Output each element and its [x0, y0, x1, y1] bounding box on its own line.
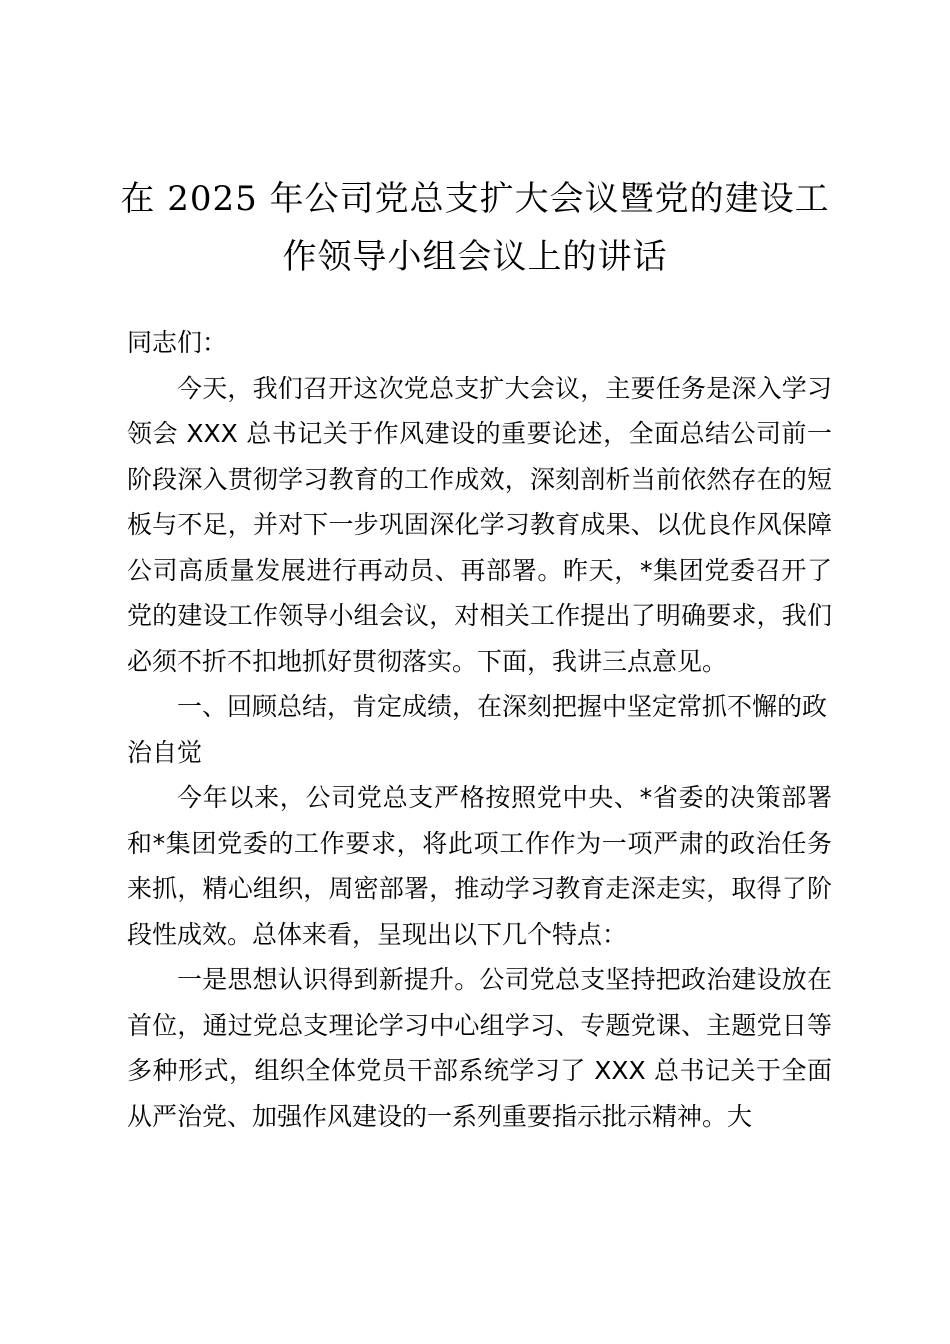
- title-line-1: 在 2025 年公司党总支扩大会议暨党的建设工: [120, 179, 830, 219]
- paragraph-opening: 今天，我们召开这次党总支扩大会议，主要任务是深入学习领会 XXX 总书记关于作风建设的重要论述，全面总结公司前一阶段深入贯彻学习教育的工作成效，深刻剖析当前依然存在的短板与不足，并对下一步巩固深化学习教育成果、以优良作风保障公司高质量发展进行再动员、再部署。昨天，*集团党委召开了党的建设工作领导小组会议，对相关工作提出了明确要求，我们必须不折不扣地抓好贯彻落实。下面，我讲三点意见。: [127, 373, 832, 676]
- title-line-2: 作领导小组会议上的讲话: [282, 237, 668, 277]
- document-title: [0, 170, 950, 286]
- paragraph-review: 今年以来，公司党总支严格按照党中央、*省委的决策部署和*集团党委的工作要求，将此项工作作为一项严肃的政治任务来抓，精心组织，周密部署，推动学习教育走深走实，取得了阶段性成效。总体来看，呈现出以下几个特点：: [127, 783, 832, 949]
- salutation: 同志们：: [127, 328, 228, 357]
- document-body: [127, 320, 832, 1139]
- section-heading-1: 一、回顾总结，肯定成绩，在深刻把握中坚定常抓不懈的政治自觉: [127, 692, 828, 767]
- paragraph-point-1: 一是思想认识得到新提升。公司党总支坚持把政治建设放在首位，通过党总支理论学习中心组学习、专题党课、主题党日等多种形式，组织全体党员干部系统学习了 XXX 总书记关于全面从严治党、加强作风建设的一系列重要指示批示精神。大: [127, 965, 832, 1131]
